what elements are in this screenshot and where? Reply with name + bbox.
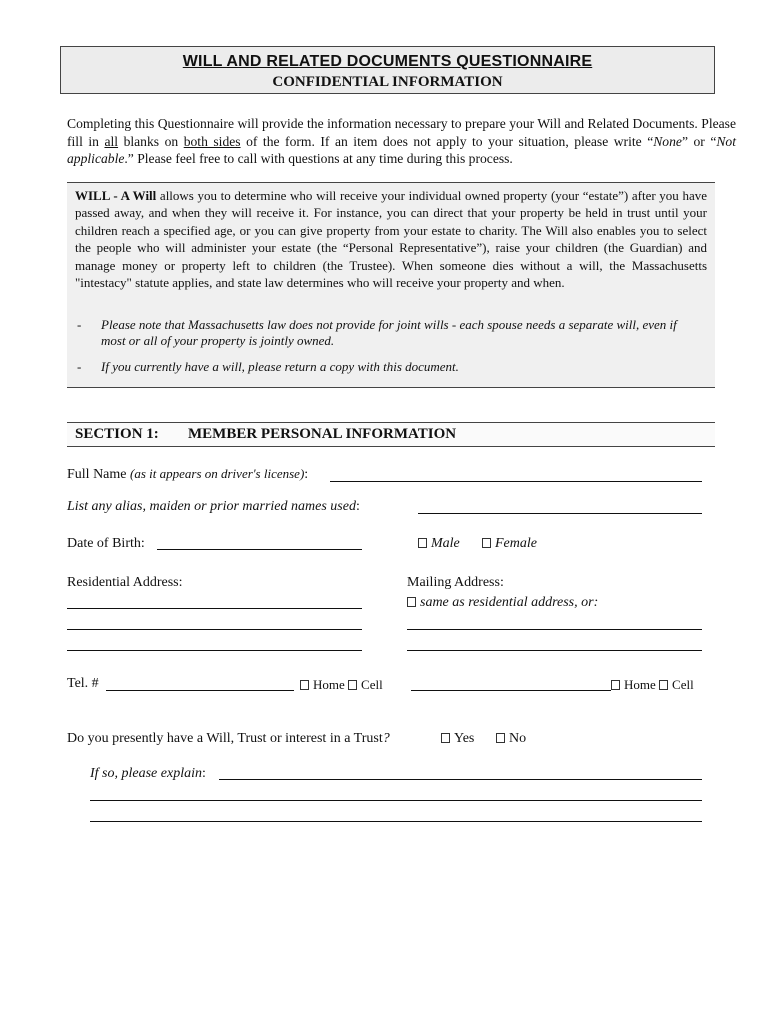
female-checkbox[interactable] bbox=[482, 538, 491, 548]
residential-line-2[interactable] bbox=[67, 629, 362, 630]
tel-2-cell-checkbox[interactable] bbox=[659, 680, 668, 690]
tel-label: Tel. # bbox=[67, 676, 99, 691]
tel-1-type bbox=[300, 677, 383, 693]
will-info-box bbox=[67, 182, 715, 388]
residential-address-label: Residential Address: bbox=[67, 575, 183, 590]
will-word: A Will bbox=[120, 188, 157, 203]
header-box bbox=[60, 46, 715, 94]
tel-field-1[interactable] bbox=[106, 690, 294, 691]
will-trust-question bbox=[67, 731, 390, 747]
yes-checkbox[interactable] bbox=[441, 733, 450, 743]
intro-not-applicable: Not applicable bbox=[67, 133, 736, 166]
explain-line-2[interactable] bbox=[90, 800, 702, 801]
will-text: allows you to determine who will receive your individual owned property (your “estate”) after you have passed away, and when they will receive it. For instance, you can direct that your property be held in trust until your children reach a specified age, or you can give property from your estate to charity. The Will also enables you to select the people who will administer your estate (the “Personal Representative”), raise your children (the Guardian) and manage money or property left to children (the Trustee). When someone dies without a will, the Massachusetts "intestacy" statute applies, and state law determines who will receive your property and when. bbox=[75, 188, 707, 291]
tel-1-cell-checkbox[interactable] bbox=[348, 680, 357, 690]
cell-label: Cell bbox=[361, 677, 383, 692]
will-bullet-2 bbox=[77, 359, 697, 375]
full-name-field[interactable] bbox=[330, 481, 702, 482]
section-title: MEMBER PERSONAL INFORMATION bbox=[188, 426, 457, 442]
intro-text-3: of the form. If an item does not apply to your situation, please write “ bbox=[240, 133, 654, 149]
no-label: No bbox=[509, 731, 527, 746]
intro-text-4: ” or “ bbox=[681, 133, 717, 149]
female-label: Female bbox=[495, 536, 537, 551]
will-lead: WILL - bbox=[75, 188, 121, 203]
gender-male-option[interactable] bbox=[418, 536, 460, 552]
gender-female-option[interactable] bbox=[482, 536, 537, 552]
will-question-text: Do you presently have a Will, Trust or interest in a Trust bbox=[67, 731, 383, 746]
residential-line-3[interactable] bbox=[67, 650, 362, 651]
intro-none: None bbox=[653, 133, 682, 149]
mailing-address-label: Mailing Address: bbox=[407, 575, 504, 590]
residential-line-1[interactable] bbox=[67, 608, 362, 609]
question-mark: ? bbox=[382, 731, 390, 746]
bullet-text: Please note that Massachusetts law does not provide for joint wills - each spouse needs a separate will, even if most or all of your property is jointly owned. bbox=[101, 317, 677, 348]
mailing-line-2[interactable] bbox=[407, 650, 702, 651]
same-as-label: same as residential address, or: bbox=[420, 595, 599, 610]
bullet-text: If you currently have a will, please return a copy with this document. bbox=[101, 359, 459, 374]
explain-line-1[interactable] bbox=[219, 779, 702, 780]
full-name-label bbox=[67, 466, 308, 483]
dob-field[interactable] bbox=[157, 549, 362, 550]
dob-label: Date of Birth: bbox=[67, 536, 145, 551]
tel-2-type bbox=[611, 677, 694, 693]
home-label: Home bbox=[313, 677, 345, 692]
no-checkbox[interactable] bbox=[496, 733, 505, 743]
tel-1-home-checkbox[interactable] bbox=[300, 680, 309, 690]
colon: : bbox=[355, 499, 360, 514]
tel-field-2[interactable] bbox=[411, 690, 611, 691]
male-label: Male bbox=[431, 536, 460, 551]
no-option[interactable] bbox=[496, 731, 526, 747]
form-title: WILL AND RELATED DOCUMENTS QUESTIONNAIRE bbox=[182, 53, 593, 70]
explain-text: If so, please explain bbox=[90, 766, 202, 781]
yes-option[interactable] bbox=[441, 731, 474, 747]
mailing-line-1[interactable] bbox=[407, 629, 702, 630]
alias-text: List any alias, maiden or prior married names used bbox=[67, 499, 356, 514]
section-number: SECTION 1: bbox=[75, 426, 159, 442]
bullet-dash: - bbox=[77, 359, 82, 374]
same-as-checkbox[interactable] bbox=[407, 597, 416, 607]
intro-text-5: .” Please feel free to call with questions at any time during this process. bbox=[124, 151, 513, 166]
section-1-header bbox=[67, 422, 715, 447]
form-subtitle: CONFIDENTIAL INFORMATION bbox=[272, 74, 503, 90]
explain-label bbox=[90, 766, 206, 782]
alias-field[interactable] bbox=[418, 513, 702, 514]
explain-line-3[interactable] bbox=[90, 821, 702, 822]
tel-2-home-checkbox[interactable] bbox=[611, 680, 620, 690]
alias-label bbox=[67, 499, 360, 515]
cell-label: Cell bbox=[672, 677, 694, 692]
intro-paragraph bbox=[67, 115, 736, 168]
intro-both-sides: both sides bbox=[183, 133, 241, 149]
intro-text-1: Completing this Questionnaire will provide the information necessary to prepare your Will and Related Documents. Please fill in bbox=[67, 116, 736, 149]
bullet-dash: - bbox=[77, 317, 82, 332]
full-name-hint: (as it appears on driver's license) bbox=[130, 466, 305, 481]
home-label: Home bbox=[624, 677, 656, 692]
intro-all: all bbox=[104, 133, 119, 149]
colon: : bbox=[304, 467, 309, 482]
yes-label: Yes bbox=[454, 731, 475, 746]
will-bullet-1 bbox=[77, 317, 697, 349]
same-as-residential-option[interactable] bbox=[407, 595, 598, 611]
male-checkbox[interactable] bbox=[418, 538, 427, 548]
will-description bbox=[75, 187, 707, 291]
intro-text-2: blanks on bbox=[118, 133, 184, 149]
full-name-text: Full Name bbox=[67, 467, 130, 482]
colon: : bbox=[201, 766, 206, 781]
